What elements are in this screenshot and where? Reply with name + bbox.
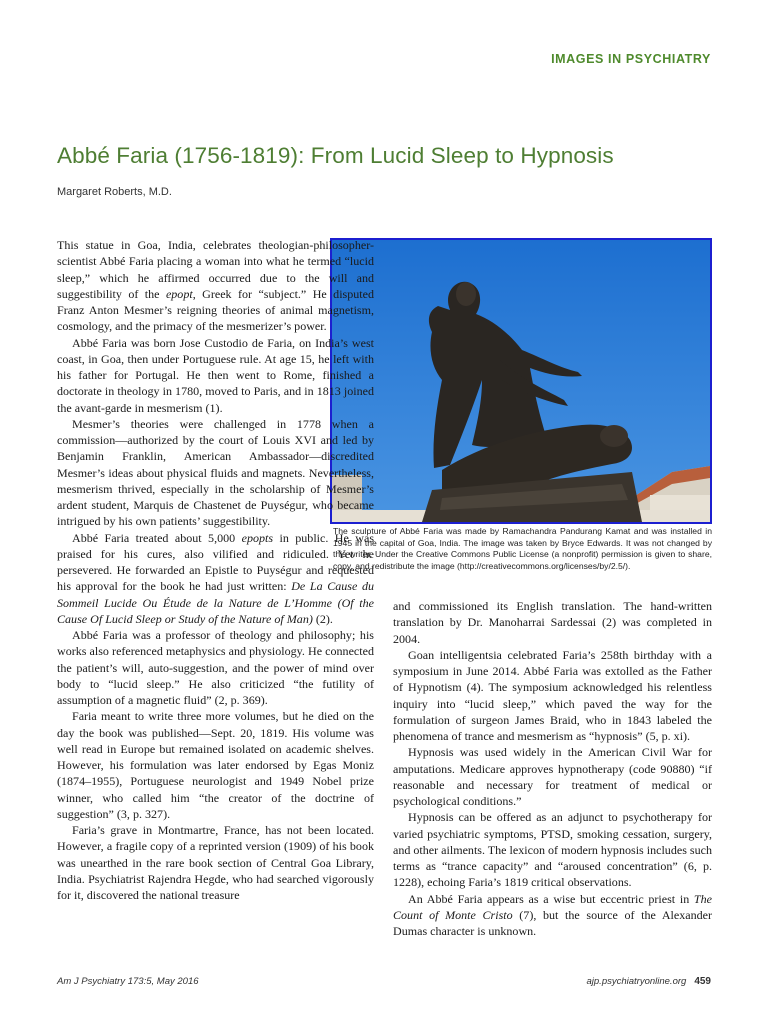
paragraph: An Abbé Faria appears as a wise but eccentric priest in The Count of Monte Cristo (7), but the source of the Alexander Dumas character is unknown.: [393, 891, 713, 938]
paragraph: Abbé Faria was born Jose Custodio de Faria, on India’s west coast, in Goa, then under Portuguese rule. At age 15, he left with his father for Portugal. He then went to Rome, finished a doctorate in theology in 1780, moved to Paris, and in 1813 joined the avant-garde in mesmerism (1).: [57, 335, 374, 415]
body-column-left: [57, 237, 374, 903]
statue-illustration: [332, 240, 710, 522]
body-column-right: [393, 598, 712, 939]
paragraph: Hypnosis was used widely in the American Civil War for amputations. Medicare approves hypnotherapy (code 90880) “if reasonable and necessary for treatment of medical or psychological conditions.”: [393, 745, 712, 808]
journal-citation: Am J Psychiatry 173:5, May 2016: [57, 976, 199, 987]
article-title: Abbé Faria (1756-1819): From Lucid Sleep to Hypnosis: [57, 143, 614, 168]
page-number: 459: [694, 976, 711, 987]
paragraph: Abbé Faria treated about 5,000 epopts in public. He was praised for his cures, also vilified and ridiculed. Yet he persevered. He forwarded an Epistle to Puységur and requested his approval for the book he had just written: De La Cause du Sommeil Lucide Ou Étude de la Nature de L’Homme (Of the Cause Of Lucid Sleep or Study of the Nature of Man) (2).: [57, 530, 375, 626]
figure-caption: The sculpture of Abbé Faria was made by Ramachandra Pandurang Kamat and was installed in 1945 in the capital of Goa, India. The image was taken by Bryce Edwards. It was not changed by this writer. Under the Creative Commons Public License (a nonprofit) permission is given to share, copy, and redistribute the image (http://creativecommons.org/licenses/by/2.5/).: [333, 526, 712, 571]
paragraph: Abbé Faria was a professor of theology and philosophy; his works also referenced metaphysics and physiology. He connected the patient’s will, auto-suggestion, and the power of mind over body to “lucid sleep.” He also criticized “the futility of assumption of a magnetic fluid” (2, p. 369).: [57, 628, 374, 707]
section-label: IMAGES IN PSYCHIATRY: [551, 52, 711, 66]
author-byline: Margaret Roberts, M.D.: [57, 186, 172, 198]
paragraph: Mesmer’s theories were challenged in 1778 when a commission—authorized by the court of Louis XVI and led by Benjamin Franklin, American Ambassador—discredited Mesmer’s ideas about physical fluids and magnets. Nevertheless, mesmerism thrived, especially in the scholarship of Mesmer’s ardent student, Marquis de Chastenet de Puységur, who became intrigued by his own patients’ suggestibility.: [57, 416, 374, 529]
paragraph: and commissioned its English translation. The hand-written translation by Dr. Manoharrai Sardessai (2) was completed in 2004.: [393, 599, 712, 646]
statue-photo: [330, 238, 712, 524]
paragraph: Faria’s grave in Montmartre, France, has not been located. However, a fragile copy of a reprinted version (1909) of his book was unearthed in the rare book section of Central Goa Library, India. Psychiatrist Rajendra Hegde, who had searched vigorously for it, discovered the national treasure: [57, 823, 374, 902]
paragraph: This statue in Goa, India, celebrates theologian-philosopher-scientist Abbé Faria placing a woman into what he termed “lucid sleep,” which he affirmed occurred due to the will and suggestibility of the epopt, Greek for “subject.” He disputed Franz Anton Mesmer’s reigning theories of animal magnetism, cosmology, and the primacy of the mesmerizer’s power.: [57, 238, 374, 334]
footer-right: [587, 976, 712, 987]
journal-website-link[interactable]: ajp.psychiatryonline.org: [586, 976, 687, 987]
paragraph: Faria meant to write three more volumes, but he died on the day the book was published—Sept. 20, 1819. His volume was well read in Europe but remained isolated on academic shelves. However, his formulation was later endorsed by Egas Moniz (1874–1955), Portuguese neurologist and 1949 Nobel prize winner, who called him “the creator of the doctrine of suggestion” (3, p. 327).: [57, 709, 374, 821]
paragraph: Hypnosis can be offered as an adjunct to psychotherapy for varied psychiatric symptoms, PTSD, smoking cessation, surgery, and other ailments. The lexicon of modern hypnosis includes such terms as “trance capacity” and “aroused concentration” (6, p. 1228), echoing Faria’s 1819 critical observations.: [393, 810, 712, 890]
paragraph: Goan intelligentsia celebrated Faria’s 258th birthday with a symposium in June 2014. Abbé Faria was extolled as the Father of Hypnotism (4). The symposium acknowledged his relentless inquiry into “lucid sleep,” which paved the way for the formulation of surgeon James Braid, who in 1843 labeled the phenomena of trance and mesmerism as “hypnosis” (5, p. xi).: [393, 647, 712, 743]
